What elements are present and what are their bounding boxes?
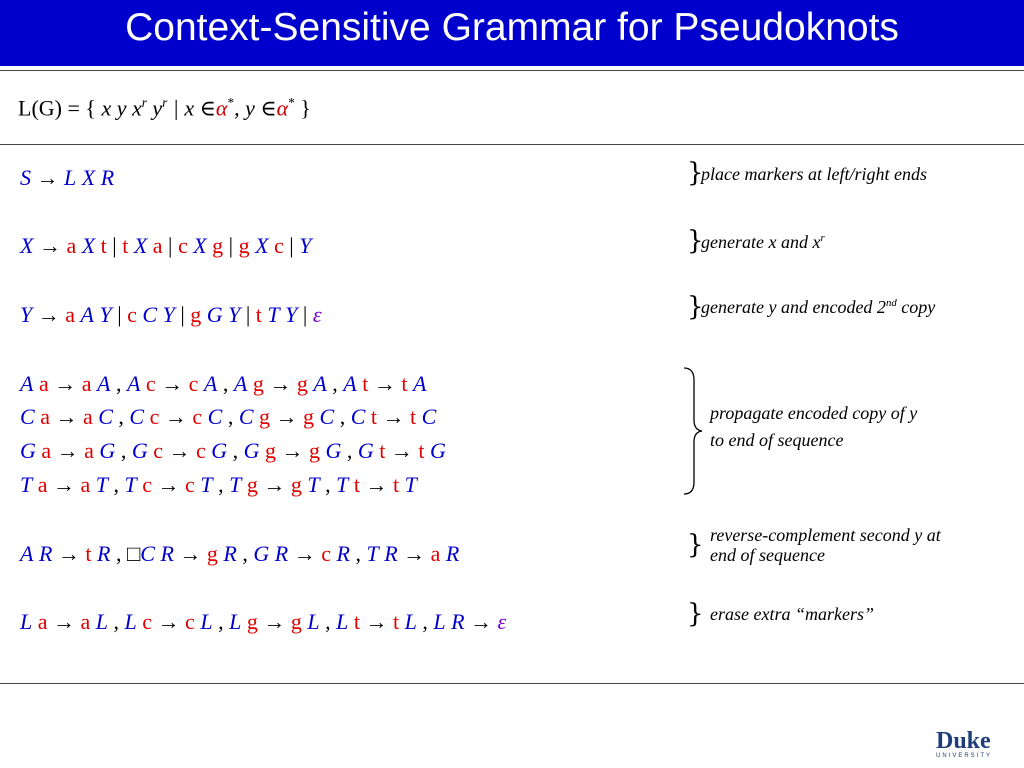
- brace-6: }: [687, 599, 704, 629]
- note-generate-x: [701, 232, 825, 253]
- rule-token: a: [80, 609, 91, 634]
- rule-a-propagate: [20, 371, 426, 397]
- rule-token: L: [404, 609, 417, 634]
- rule-token: T: [404, 472, 417, 497]
- rule-token: →: [179, 541, 202, 566]
- rule-x: [20, 233, 311, 259]
- rule-token: G: [243, 438, 260, 463]
- note-erase: erase extra “markers”: [710, 604, 874, 624]
- language-r2: r: [162, 95, 168, 110]
- rule-token: ,: [115, 371, 122, 396]
- rule-y: [20, 302, 321, 328]
- rule-token: Y: [299, 233, 312, 258]
- rule-token: →: [382, 404, 405, 429]
- rule-token: ,: [355, 541, 361, 566]
- rule-token: |: [117, 302, 122, 327]
- rule-token: C: [142, 302, 158, 327]
- rule-token: →: [168, 438, 191, 463]
- rule-token: Y: [162, 302, 175, 327]
- rule-token: →: [56, 438, 79, 463]
- rule-token: C: [350, 404, 366, 429]
- divider-middle: [0, 144, 1024, 145]
- rule-token: a: [66, 233, 77, 258]
- rule-token: G: [206, 302, 223, 327]
- rule-token: T: [95, 472, 109, 497]
- rule-token: c: [185, 609, 195, 634]
- rule-token: ,: [339, 404, 346, 429]
- rule-token: A: [80, 302, 94, 327]
- alpha-symbol-1: α: [215, 95, 228, 121]
- note-generate-y-text: generate y and encoded 2: [701, 297, 886, 317]
- rule-token: ,: [115, 541, 122, 566]
- rule-token: a: [37, 472, 48, 497]
- alpha-symbol-2: α: [276, 95, 289, 121]
- divider-bottom: [0, 683, 1024, 684]
- brace-4: [680, 366, 704, 496]
- rule-token: →: [157, 472, 180, 497]
- rule-token: a: [37, 609, 48, 634]
- rule-token: |: [245, 302, 251, 327]
- rule-token: L: [20, 609, 33, 634]
- rule-token: G: [430, 438, 446, 463]
- rule-token: ε: [312, 302, 322, 327]
- rule-token: t: [353, 472, 360, 497]
- rule-token: Y: [99, 302, 112, 327]
- rule-token: R: [160, 541, 174, 566]
- note-propagate-1: propagate encoded copy of y: [710, 403, 918, 423]
- rule-token: g: [309, 438, 321, 463]
- rule-token: g: [246, 609, 258, 634]
- rule-token: g: [238, 233, 250, 258]
- rule-token: T: [366, 541, 379, 566]
- rule-token: →: [164, 404, 187, 429]
- rule-token: t: [353, 609, 360, 634]
- rule-token: →: [365, 472, 388, 497]
- rule-token: X: [81, 233, 96, 258]
- rule-token: →: [263, 609, 286, 634]
- rule-token: t: [122, 233, 129, 258]
- rule-token: a: [152, 233, 163, 258]
- rule-g-propagate: [20, 438, 446, 464]
- rule-token: A: [96, 371, 111, 396]
- rule-token: L: [336, 609, 349, 634]
- rule-token: R: [223, 541, 237, 566]
- rule-token: A: [343, 371, 357, 396]
- rule-token: t: [392, 609, 400, 634]
- rule-token: L: [433, 609, 446, 634]
- rule-token: →: [57, 541, 80, 566]
- rule-token: g: [290, 609, 302, 634]
- rule-token: Y: [228, 302, 241, 327]
- rule-token: t: [392, 472, 400, 497]
- rule-token: X: [20, 233, 34, 258]
- rule-token: X: [81, 165, 96, 190]
- note-generate-x-sup: r: [820, 232, 825, 244]
- rule-token: →: [36, 165, 59, 190]
- rule-token: c: [195, 438, 206, 463]
- rule-token: A: [126, 371, 141, 396]
- brace-2: }: [687, 226, 704, 256]
- rule-token: t: [379, 438, 386, 463]
- rule-token: →: [37, 302, 60, 327]
- rule-token: c: [145, 371, 156, 396]
- rule-token: X: [255, 233, 269, 258]
- rule-token: c: [153, 438, 163, 463]
- rule-token: ,: [113, 472, 120, 497]
- rule-token: ,: [113, 609, 120, 634]
- rule-token: ,: [242, 541, 248, 566]
- rule-token: Y: [285, 302, 298, 327]
- rule-token: R: [451, 609, 465, 634]
- rule-token: ,: [325, 472, 331, 497]
- rule-token: R: [38, 541, 53, 566]
- brace-1: }: [687, 158, 704, 188]
- rule-reverse-complement: [20, 541, 459, 567]
- rule-token: C: [98, 404, 113, 429]
- rule-token: ,: [325, 609, 331, 634]
- rule-token: T: [267, 302, 280, 327]
- rule-token: c: [142, 472, 153, 497]
- rule-token: →: [55, 404, 78, 429]
- rule-token: g: [212, 233, 224, 258]
- rule-token: ,: [346, 438, 353, 463]
- rule-token: ,: [222, 371, 229, 396]
- rule-token: →: [365, 609, 388, 634]
- language-r1: r: [141, 95, 147, 110]
- rule-token: c: [149, 404, 160, 429]
- rule-token: R: [97, 541, 111, 566]
- rule-token: t: [370, 404, 377, 429]
- note-generate-y-sup: nd: [885, 297, 897, 309]
- rule-token: →: [161, 371, 184, 396]
- rule-token: ,: [227, 404, 234, 429]
- language-comma: , y ∈: [234, 95, 277, 121]
- rule-token: ,: [422, 609, 428, 634]
- rule-token: a: [65, 302, 76, 327]
- rule-token: c: [188, 371, 199, 396]
- note-generate-y-tail: copy: [896, 297, 936, 317]
- star-2: *: [288, 95, 295, 110]
- brace-5: }: [687, 530, 704, 560]
- rule-token: T: [229, 472, 242, 497]
- rule-token: ,: [232, 438, 239, 463]
- rule-token: A: [203, 371, 218, 396]
- rule-token: |: [112, 233, 117, 258]
- rule-token: a: [430, 541, 441, 566]
- rule-token: C: [319, 404, 335, 429]
- rule-token: A: [20, 371, 34, 396]
- language-expr: x y x: [101, 95, 142, 121]
- rule-token: R: [274, 541, 289, 566]
- rule-token: G: [131, 438, 148, 463]
- rule-token: L: [307, 609, 320, 634]
- rule-token: X: [193, 233, 207, 258]
- rule-token: L: [124, 609, 137, 634]
- rule-token: →: [54, 371, 77, 396]
- duke-logo: [936, 730, 1006, 760]
- rule-token: ,: [218, 472, 224, 497]
- brace-3: }: [687, 292, 704, 322]
- rule-token: L: [95, 609, 109, 634]
- language-close: }: [294, 95, 311, 121]
- note-reverse-2: end of sequence: [710, 545, 825, 565]
- rule-token: G: [20, 438, 36, 463]
- rule-token: L: [229, 609, 242, 634]
- rule-token: T: [307, 472, 320, 497]
- rule-token: S: [20, 165, 31, 190]
- rule-token: t: [85, 541, 92, 566]
- rule-token: G: [325, 438, 342, 463]
- rule-token: □C: [126, 541, 155, 566]
- rule-token: C: [20, 404, 35, 429]
- rule-token: G: [357, 438, 374, 463]
- divider-top: [0, 70, 1024, 71]
- note-reverse-1: reverse-complement second y at: [710, 525, 941, 545]
- rule-token: g: [206, 541, 218, 566]
- rule-token: |: [228, 233, 234, 258]
- rule-token: G: [99, 438, 116, 463]
- rule-token: →: [53, 609, 76, 634]
- rule-token: →: [157, 609, 180, 634]
- rule-token: →: [470, 609, 493, 634]
- rule-token: |: [180, 302, 185, 327]
- rule-token: t: [401, 371, 408, 396]
- rule-token: g: [265, 438, 277, 463]
- note-propagate-2: to end of sequence: [710, 430, 844, 450]
- rule-token: ,: [332, 371, 338, 396]
- rule-token: |: [289, 233, 294, 258]
- rule-token: t: [362, 371, 369, 396]
- rule-token: T: [336, 472, 349, 497]
- rule-token: a: [40, 404, 50, 429]
- rule-token: →: [390, 438, 413, 463]
- rule-token: a: [81, 371, 92, 396]
- rule-token: ,: [218, 609, 224, 634]
- rule-token: →: [263, 472, 286, 497]
- rule-token: g: [259, 404, 270, 429]
- rule-token: t: [255, 302, 262, 327]
- rule-token: g: [290, 472, 302, 497]
- rule-token: →: [269, 371, 292, 396]
- language-lg: L(G) = {: [18, 95, 96, 121]
- rule-token: C: [207, 404, 223, 429]
- rule-token: |: [302, 302, 308, 327]
- rule-token: a: [80, 472, 91, 497]
- rule-t-propagate: [20, 472, 417, 498]
- note-generate-x-text: generate x and x: [701, 232, 821, 252]
- rule-token: a: [38, 371, 49, 396]
- rule-start: [20, 165, 114, 191]
- title-bar: [0, 0, 1024, 66]
- rule-token: →: [53, 472, 76, 497]
- rule-token: g: [190, 302, 202, 327]
- rule-token: C: [238, 404, 254, 429]
- rule-token: →: [373, 371, 396, 396]
- language-bar: | x ∈: [167, 95, 216, 121]
- rule-token: g: [252, 371, 264, 396]
- rule-token: →: [38, 233, 61, 258]
- rule-token: c: [274, 233, 284, 258]
- rule-token: T: [20, 472, 33, 497]
- rule-token: ε: [497, 609, 507, 634]
- rule-token: A: [233, 371, 248, 396]
- rule-token: a: [84, 438, 94, 463]
- language-y: y: [146, 95, 163, 121]
- rule-token: C: [421, 404, 437, 429]
- rule-token: |: [168, 233, 173, 258]
- rule-token: g: [296, 371, 308, 396]
- rule-token: a: [82, 404, 93, 429]
- rule-token: A: [20, 541, 34, 566]
- rule-token: T: [200, 472, 213, 497]
- rule-token: T: [124, 472, 137, 497]
- rule-token: →: [281, 438, 304, 463]
- rule-token: C: [129, 404, 145, 429]
- rule-token: c: [185, 472, 195, 497]
- rule-token: g: [246, 472, 258, 497]
- rule-token: →: [403, 541, 426, 566]
- rule-token: L: [64, 165, 77, 190]
- rule-token: c: [321, 541, 331, 566]
- rule-token: A: [412, 371, 427, 396]
- rule-token: t: [418, 438, 425, 463]
- language-definition: [18, 95, 311, 121]
- rule-token: A: [313, 371, 327, 396]
- rule-token: R: [445, 541, 460, 566]
- rule-token: ,: [120, 438, 127, 463]
- rule-token: X: [133, 233, 148, 258]
- note-generate-y: [701, 297, 935, 318]
- rule-token: ,: [118, 404, 124, 429]
- rule-token: t: [100, 233, 107, 258]
- rule-token: G: [211, 438, 228, 463]
- note-place-markers: place markers at left/right ends: [701, 164, 927, 184]
- rule-token: L: [200, 609, 213, 634]
- rule-token: G: [253, 541, 270, 566]
- rule-erase-markers: [20, 609, 506, 635]
- rule-token: t: [410, 404, 417, 429]
- rule-token: R: [336, 541, 350, 566]
- rule-token: →: [275, 404, 298, 429]
- rule-token: R: [100, 165, 115, 190]
- rule-token: c: [177, 233, 188, 258]
- rule-token: g: [303, 404, 314, 429]
- rule-c-propagate: [20, 404, 436, 430]
- logo-main-text: Duke: [936, 728, 991, 754]
- rule-token: R: [384, 541, 398, 566]
- rule-token: c: [192, 404, 203, 429]
- slide-title: Context-Sensitive Grammar for Pseudoknots: [125, 6, 899, 49]
- rule-token: c: [127, 302, 137, 327]
- rule-token: Y: [20, 302, 33, 327]
- rule-token: c: [142, 609, 153, 634]
- logo-sub-text: UNIVERSITY: [936, 753, 993, 759]
- rule-token: →: [293, 541, 316, 566]
- star-1: *: [227, 95, 235, 110]
- rule-token: a: [41, 438, 52, 463]
